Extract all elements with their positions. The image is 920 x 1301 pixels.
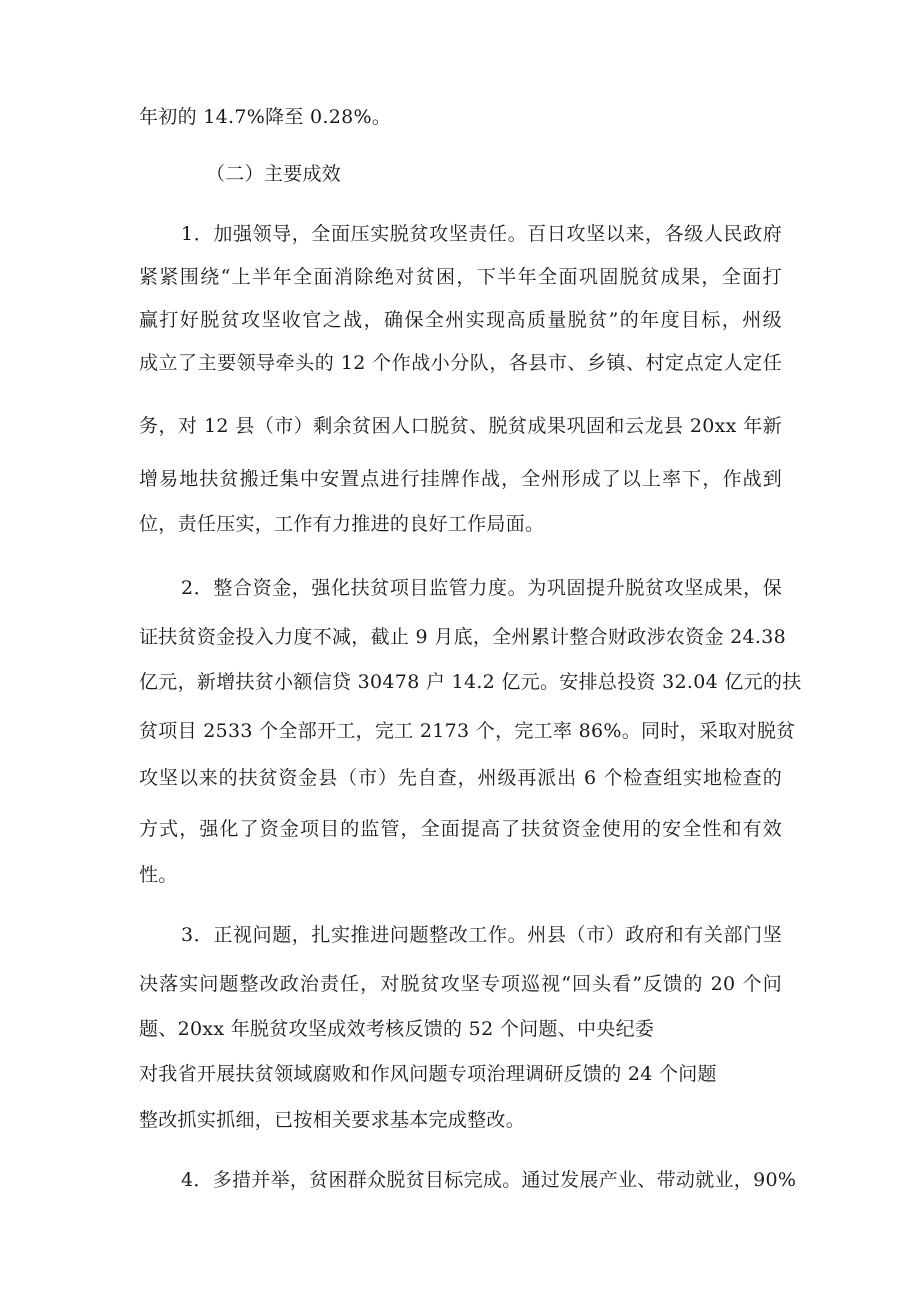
paragraph-2-line: 性。 bbox=[139, 864, 178, 886]
paragraph-1-line: 务，对 12 县（市）剩余贫困人口脱贫、脱贫成果巩固和云龙县 20xx 年新 bbox=[139, 415, 782, 437]
paragraph-3-line: 3．正视问题，扎实推进问题整改工作。州县（市）政府和有关部门坚 bbox=[181, 924, 782, 946]
paragraph-1-line: 位，责任压实，工作有力推进的良好工作局面。 bbox=[139, 513, 545, 535]
paragraph-3-line: 决落实问题整改政治责任，对脱贫攻坚专项巡视“回头看”反馈的 20 个问 bbox=[139, 973, 782, 995]
paragraph-1-line: 赢打好脱贫攻坚收官之战，确保全州实现高质量脱贫”的年度目标，州级 bbox=[139, 309, 782, 331]
paragraph-2-line: 2．整合资金，强化扶贫项目监管力度。为巩固提升脱贫攻坚成果，保 bbox=[181, 577, 782, 599]
paragraph-2-line: 证扶贫资金投入力度不减，截止 9 月底，全州累计整合财政涉农资金 24.38 bbox=[139, 626, 787, 648]
paragraph-3-line: 题、20xx 年脱贫攻坚成效考核反馈的 52 个问题、中央纪委 bbox=[139, 1018, 655, 1040]
paragraph-2-line: 亿元，新增扶贫小额信贷 30478 户 14.2 亿元。安排总投资 32.04 亿元的扶 bbox=[139, 671, 802, 693]
paragraph-3-line: 整改抓实抓细，已按相关要求基本完成整改。 bbox=[139, 1109, 526, 1131]
paragraph-2-line: 攻坚以来的扶贫资金县（市）先自查，州级再派出 6 个检查组实地检查的 bbox=[139, 767, 782, 789]
paragraph-3-line: 对我省开展扶贫领域腐败和作风问题专项治理调研反馈的 24 个问题 bbox=[139, 1063, 717, 1085]
paragraph-1-line: 紧紧围绕“上半年全面消除绝对贫困，下半年全面巩固脱贫成果，全面打 bbox=[139, 266, 782, 288]
section-heading: （二）主要成效 bbox=[206, 163, 342, 185]
text-line: 年初的 14.7%降至 0.28%。 bbox=[139, 106, 392, 128]
paragraph-1-line: 增易地扶贫搬迁集中安置点进行挂牌作战，全州形成了以上率下，作战到 bbox=[139, 468, 782, 490]
paragraph-2-line: 贫项目 2533 个全部开工，完工 2173 个，完工率 86%。同时，采取对脱贫 bbox=[139, 720, 796, 742]
paragraph-4-line: 4．多措并举，贫困群众脱贫目标完成。通过发展产业、带动就业，90% bbox=[181, 1169, 797, 1191]
paragraph-2-line: 方式，强化了资金项目的监管，全面提高了扶贫资金使用的安全性和有效 bbox=[139, 818, 782, 840]
paragraph-1-line: 1．加强领导，全面压实脱贫攻坚责任。百日攻坚以来，各级人民政府 bbox=[181, 223, 782, 245]
paragraph-1-line: 成立了主要领导牵头的 12 个作战小分队，各县市、乡镇、村定点定人定任 bbox=[139, 352, 782, 374]
